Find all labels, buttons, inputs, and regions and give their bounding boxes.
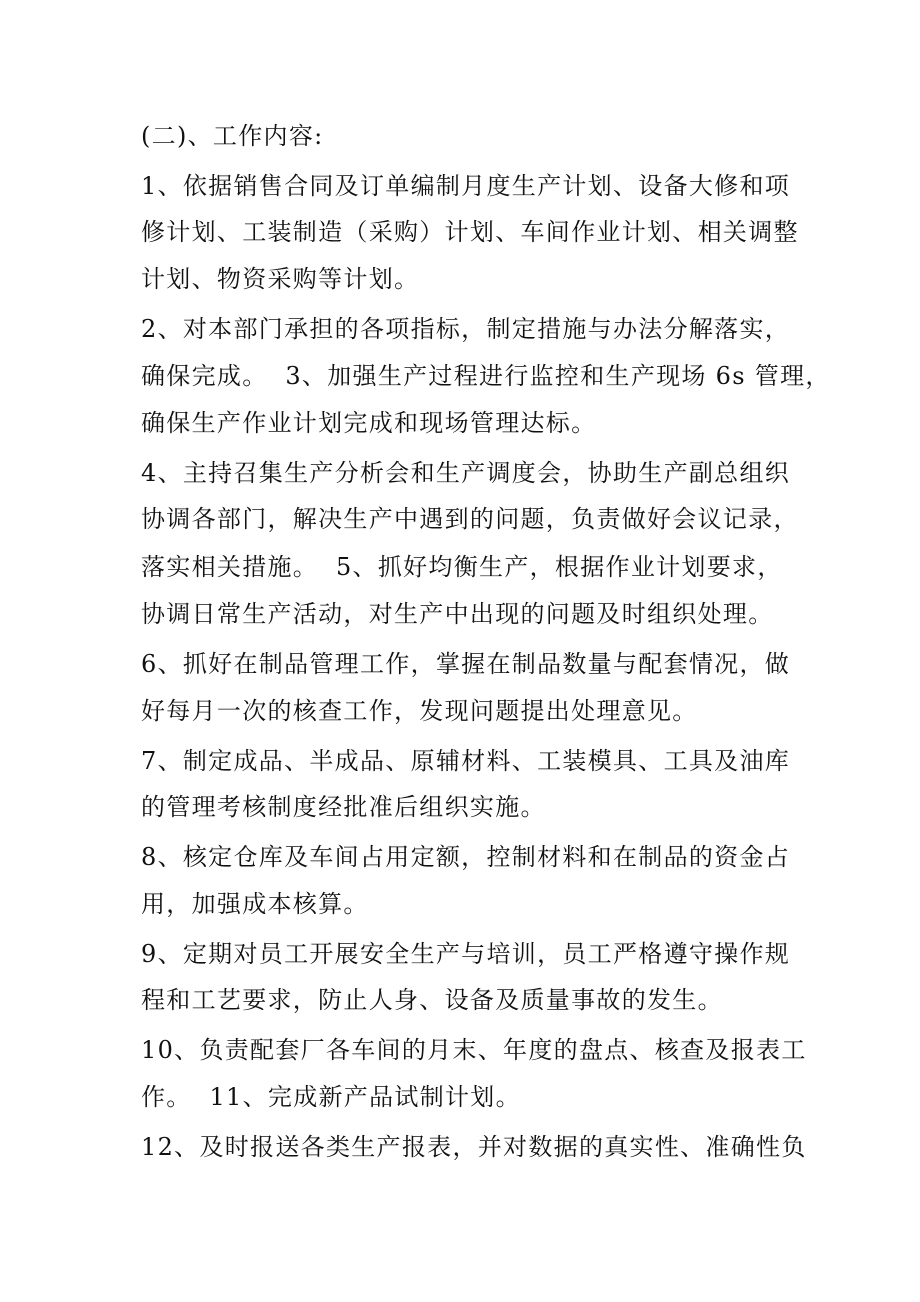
text-line: 2、对本部门承担的各项指标，制定措施与办法分解落实， <box>141 315 791 343</box>
text-line: 1、依据销售合同及订单编制月度生产计划、设备大修和项 <box>141 172 791 200</box>
text-line: 确保完成。 3、加强生产过程进行监控和生产现场 6s 管理， <box>141 362 831 390</box>
text-line: 8、核定仓库及车间占用定额，控制材料和在制品的资金占 <box>141 843 791 871</box>
text-line: 的管理考核制度经批准后组织实施。 <box>141 793 546 821</box>
text-line: 9、定期对员工开展安全生产与培训，员工严格遵守操作规 <box>141 940 791 968</box>
text-line: 计划、物资采购等计划。 <box>141 265 420 293</box>
text-line: 作。 11、完成新产品试制计划。 <box>141 1083 521 1111</box>
text-line: 好每月一次的核查工作，发现问题提出处理意见。 <box>141 697 698 725</box>
text-line: 协调各部门，解决生产中遇到的问题，负责做好会议记录， <box>141 505 799 533</box>
text-line: 6、抓好在制品管理工作，掌握在制品数量与配套情况，做 <box>141 650 791 678</box>
text-line: 程和工艺要求，防止人身、设备及质量事故的发生。 <box>141 986 723 1014</box>
text-line: 10、负责配套厂各车间的月末、年度的盘点、核查及报表工 <box>141 1036 807 1064</box>
text-line: 协调日常生产活动，对生产中出现的问题及时组织处理。 <box>141 600 774 628</box>
text-line: 7、制定成品、半成品、原辅材料、工装模具、工具及油库 <box>141 747 791 775</box>
section-heading: (二)、工作内容: <box>141 122 324 150</box>
text-line: 修计划、工装制造（采购）计划、车间作业计划、相关调整 <box>141 218 799 246</box>
text-line: 4、主持召集生产分析会和生产调度会，协助生产副总组织 <box>141 459 791 487</box>
text-line: 落实相关措施。 5、抓好均衡生产，根据作业计划要求， <box>141 553 783 581</box>
text-line: 确保生产作业计划完成和现场管理达标。 <box>141 409 597 437</box>
text-line: 用，加强成本核算。 <box>141 890 369 918</box>
text-line: 12、及时报送各类生产报表，并对数据的真实性、准确性负 <box>141 1133 807 1161</box>
